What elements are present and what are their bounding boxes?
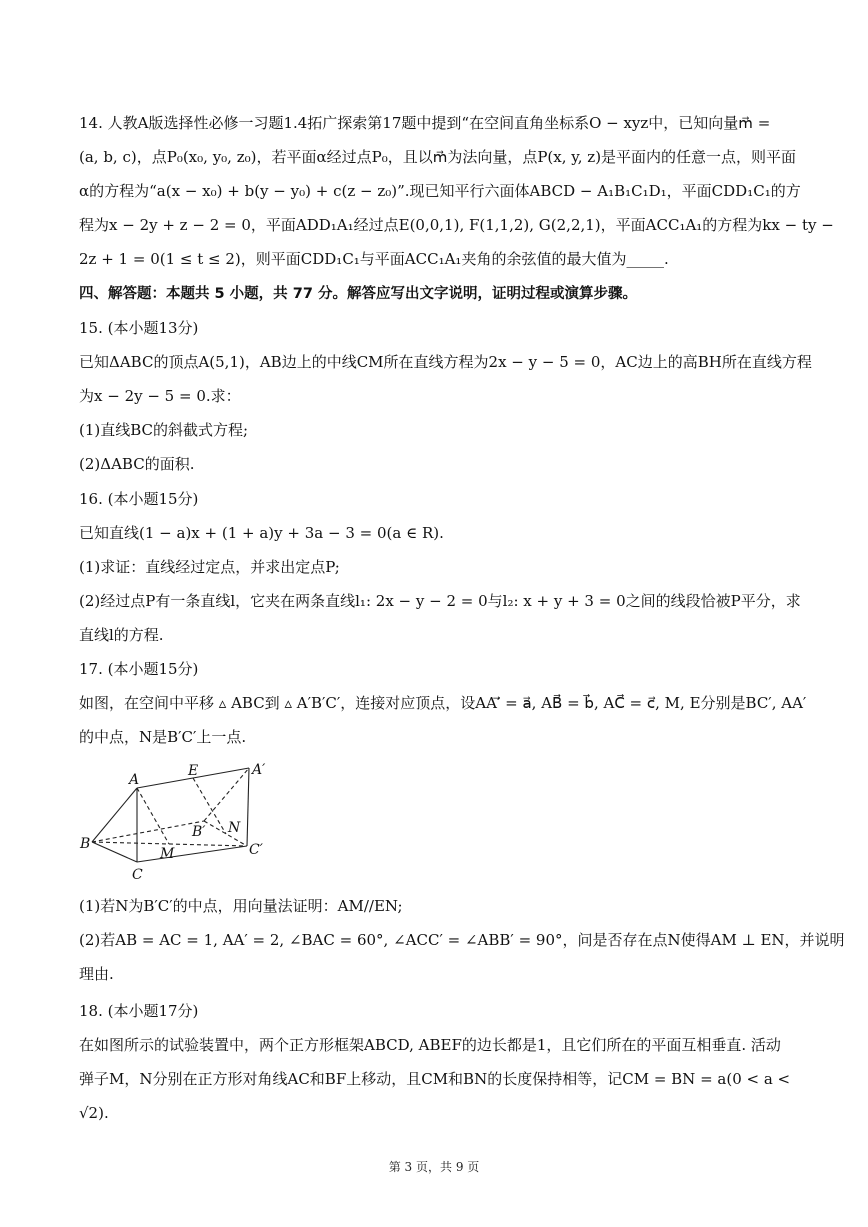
- q17-part-2-line-2: 理由.: [79, 965, 114, 983]
- q15-part-1: (1)直线BC的斜截式方程;: [79, 421, 249, 439]
- q17-line-1: 如图，在空间中平移 ▵ ABC到 ▵ A′B′C′，连接对应顶点，设AA′⃗ = a⃗, AB⃗ = b⃗, AC⃗ = c⃗, M, E分别是BC′, AA′: [79, 694, 807, 712]
- q17-title: 17. (本小题15分): [79, 660, 199, 678]
- q16-title: 16. (本小题15分): [79, 490, 199, 508]
- label-A: A: [129, 772, 140, 788]
- edge-A1C1: [247, 768, 249, 846]
- q15-title: 15. (本小题13分): [79, 319, 199, 337]
- q15-line-2: 为x − 2y − 5 = 0.求：: [79, 387, 241, 405]
- edge-CC1: [137, 846, 247, 862]
- label-A-prime: A′: [252, 762, 266, 778]
- label-C: C: [132, 867, 143, 883]
- edge-BC: [92, 842, 137, 862]
- label-C-prime: C′: [249, 842, 263, 858]
- q16-line-1: 已知直线(1 − a)x + (1 + a)y + 3a − 3 = 0(a ∈ R).: [79, 524, 444, 542]
- q17-line-2: 的中点，N是B′C′上一点.: [79, 728, 247, 746]
- q16-part-2-line-2: 直线l的方程.: [79, 626, 164, 644]
- label-B-prime: B′: [192, 824, 206, 840]
- q15-part-2: (2)ΔABC的面积.: [79, 455, 195, 473]
- label-E: E: [188, 763, 199, 779]
- edge-BB1: [92, 821, 204, 842]
- label-M: M: [160, 846, 175, 862]
- label-B: B: [80, 836, 91, 852]
- q14-line-2: (a, b, c)，点P₀(x₀, y₀, z₀)，若平面α经过点P₀，且以m⃗为法向量，点P(x, y, z)是平面内的任意一点，则平面: [79, 148, 797, 166]
- q16-part-2-line-1: (2)经过点P有一条直线l，它夹在两条直线l₁: 2x − y − 2 = 0与l₂: x + y + 3 = 0之间的线段恰被P平分，求: [79, 592, 801, 610]
- q14-line-3: α的方程为“a(x − x₀) + b(y − y₀) + c(z − z₀)”.现已知平行六面体ABCD − A₁B₁C₁D₁，平面CDD₁C₁的方: [79, 182, 801, 200]
- segment-AM: [137, 788, 169, 844]
- q18-line-2: 弹子M，N分别在正方形对角线AC和BF上移动，且CM和BN的长度保持相等，记CM = BN = a(0 < a <: [79, 1070, 791, 1088]
- q17-part-1: (1)若N为B′C′的中点，用向量法证明：AM//EN;: [79, 897, 403, 915]
- prism-figure: [76, 758, 276, 888]
- q14-line-5: 2z + 1 = 0(1 ≤ t ≤ 2)，则平面CDD₁C₁与平面ACC₁A₁夹角的余弦值的最大值为_____.: [79, 250, 669, 268]
- q18-line-3: √2).: [79, 1104, 109, 1122]
- q18-line-1: 在如图所示的试验装置中，两个正方形框架ABCD, ABEF的边长都是1，且它们所在的平面互相垂直. 活动: [79, 1036, 781, 1054]
- q18-title: 18. (本小题17分): [79, 1002, 199, 1020]
- section-heading: 四、解答题：本题共 5 小题，共 77 分。解答应写出文字说明，证明过程或演算步骤。: [79, 286, 637, 302]
- q14-line-4: 程为x − 2y + z − 2 = 0，平面ADD₁A₁经过点E(0,0,1), F(1,1,2), G(2,2,1)，平面ACC₁A₁的方程为kx − ty −: [79, 216, 834, 234]
- page-footer: 第 3 页，共 9 页: [388, 1160, 480, 1174]
- edge-A1B1: [204, 768, 249, 821]
- label-N: N: [228, 820, 241, 836]
- q14-line-1: 14. 人教A版选择性必修一习题1.4拓广探索第17题中提到“在空间直角坐标系O − xyz中，已知向量m⃗ =: [79, 114, 771, 132]
- q16-part-1: (1)求证：直线经过定点，并求出定点P;: [79, 558, 340, 576]
- q15-line-1: 已知ΔABC的顶点A(5,1)，AB边上的中线CM所在直线方程为2x − y − 5 = 0，AC边上的高BH所在直线方程: [79, 353, 812, 371]
- edge-AB: [92, 788, 137, 842]
- q17-part-2-line-1: (2)若AB = AC = 1, AA′ = 2, ∠BAC = 60°, ∠ACC′ = ∠ABB′ = 90°，问是否存在点N使得AM ⊥ EN，并说明: [79, 931, 845, 949]
